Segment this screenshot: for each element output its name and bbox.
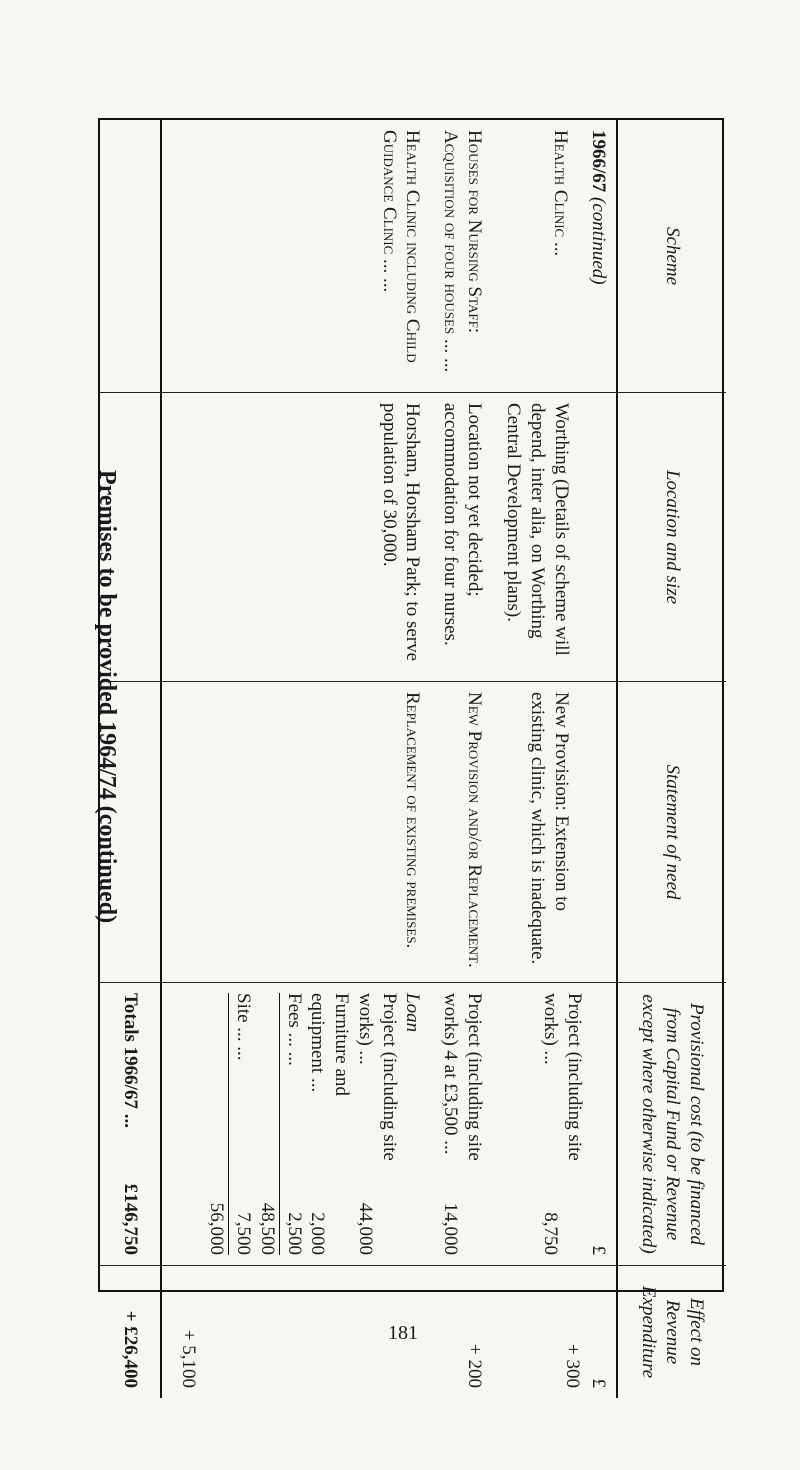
header-row bbox=[617, 120, 726, 1398]
row-total-line bbox=[205, 993, 229, 1255]
year-label bbox=[586, 130, 610, 382]
subtotal-line bbox=[255, 993, 279, 1255]
revenue-cell bbox=[492, 1266, 617, 1399]
need-cell bbox=[161, 682, 430, 983]
totals-revenue-cell bbox=[100, 1266, 161, 1399]
cost-line bbox=[282, 993, 306, 1255]
page-heading: Premises to be provided 1964/74 (continued) bbox=[94, 470, 120, 924]
totals-row bbox=[100, 120, 161, 1398]
cost-line bbox=[353, 993, 401, 1255]
col-scheme: Scheme bbox=[617, 120, 726, 393]
totals-label: Totals 1966/67 ... bbox=[119, 993, 141, 1128]
scheme-cell bbox=[161, 120, 430, 393]
col-location: Location and size bbox=[617, 393, 726, 682]
revenue-cell bbox=[430, 1266, 491, 1399]
currency-symbol: £ bbox=[588, 1245, 609, 1255]
location-cell bbox=[492, 393, 617, 682]
site-value: 7,500 bbox=[233, 1212, 255, 1255]
need-cell bbox=[430, 682, 491, 983]
loan-heading: Loan bbox=[402, 993, 424, 1033]
col-need: Statement of need bbox=[617, 682, 726, 983]
need-text: Replacement of existing premises. bbox=[402, 692, 424, 949]
cost-line bbox=[438, 993, 486, 1255]
scheme-name: Health Clinic ... bbox=[550, 130, 572, 257]
scheme-name: Health Clinic including Child Guidance Clinic ... ... bbox=[378, 130, 424, 363]
site-label: Site ... ... bbox=[233, 993, 255, 1061]
cost-label: Project (including site works) ... bbox=[354, 993, 400, 1161]
page-number: 181 bbox=[388, 1322, 418, 1344]
location-cell bbox=[161, 393, 430, 682]
cost-value: 2,500 bbox=[283, 1212, 305, 1255]
col-revenue: Effect on Revenue Expenditure bbox=[617, 1266, 726, 1399]
cost-line bbox=[306, 993, 354, 1255]
cost-value: 8,750 bbox=[540, 1212, 562, 1255]
location-text: Location not yet decided; accommodation for four nurses. bbox=[440, 403, 485, 646]
site-line bbox=[231, 993, 255, 1255]
year-text: 1966/67 bbox=[588, 130, 609, 193]
cost-label: Project (including site works) ... bbox=[540, 993, 586, 1161]
cost-cell bbox=[161, 983, 430, 1266]
cost-value: 14,000 bbox=[440, 1202, 462, 1255]
table-row bbox=[492, 120, 617, 1398]
cost-label: Fees ... ... bbox=[283, 993, 305, 1066]
cost-label: Furniture and equipment ... bbox=[307, 993, 353, 1096]
total-rule bbox=[228, 993, 229, 1255]
scheme-cell bbox=[492, 120, 617, 393]
cost-label: Project (including site works) 4 at £3,500 ... bbox=[440, 993, 485, 1161]
need-cell bbox=[492, 682, 617, 983]
year-suffix: (continued) bbox=[588, 197, 609, 285]
cost-line bbox=[539, 993, 587, 1255]
totals-cost: £146,750 bbox=[119, 1183, 141, 1255]
premises-table bbox=[100, 120, 726, 1398]
totals-revenue: + £26,400 bbox=[119, 1310, 141, 1388]
cost-value: 2,000 bbox=[307, 1212, 329, 1255]
cost-row-total: 56,000 bbox=[206, 1202, 228, 1255]
cost-cell bbox=[492, 983, 617, 1266]
location-cell bbox=[430, 393, 491, 682]
cost-cell bbox=[430, 983, 491, 1266]
need-text: New Provision: Extension to existing clinic, which is inadequate. bbox=[527, 692, 572, 965]
table-row bbox=[430, 120, 491, 1398]
revenue-value: + 300 bbox=[562, 1344, 584, 1388]
currency-symbol: £ bbox=[588, 1378, 609, 1388]
cost-subtotal: 48,500 bbox=[256, 1202, 278, 1255]
revenue-value: + 5,100 bbox=[178, 1329, 200, 1388]
table-row bbox=[161, 120, 430, 1398]
totals-cell bbox=[100, 983, 161, 1266]
scheme-cell bbox=[430, 120, 491, 393]
cost-value: 44,000 bbox=[354, 1202, 376, 1255]
location-text: Horsham, Horsham Park; to serve population of 30,000. bbox=[378, 403, 424, 662]
location-text: Worthing (Details of scheme will depend, inter alia, on Worthing Central Development plans). bbox=[503, 403, 572, 656]
scheme-name: Houses for Nursing Staff: Acquisition of four houses ... ... bbox=[440, 130, 485, 373]
revenue-value: + 200 bbox=[463, 1344, 485, 1388]
need-text: New Provision and/or Replacement. bbox=[463, 692, 485, 968]
col-cost: Provisional cost (to be financed from Capital Fund or Revenue except where otherwise indicated) bbox=[617, 983, 726, 1266]
subtotal-rule bbox=[279, 993, 280, 1255]
